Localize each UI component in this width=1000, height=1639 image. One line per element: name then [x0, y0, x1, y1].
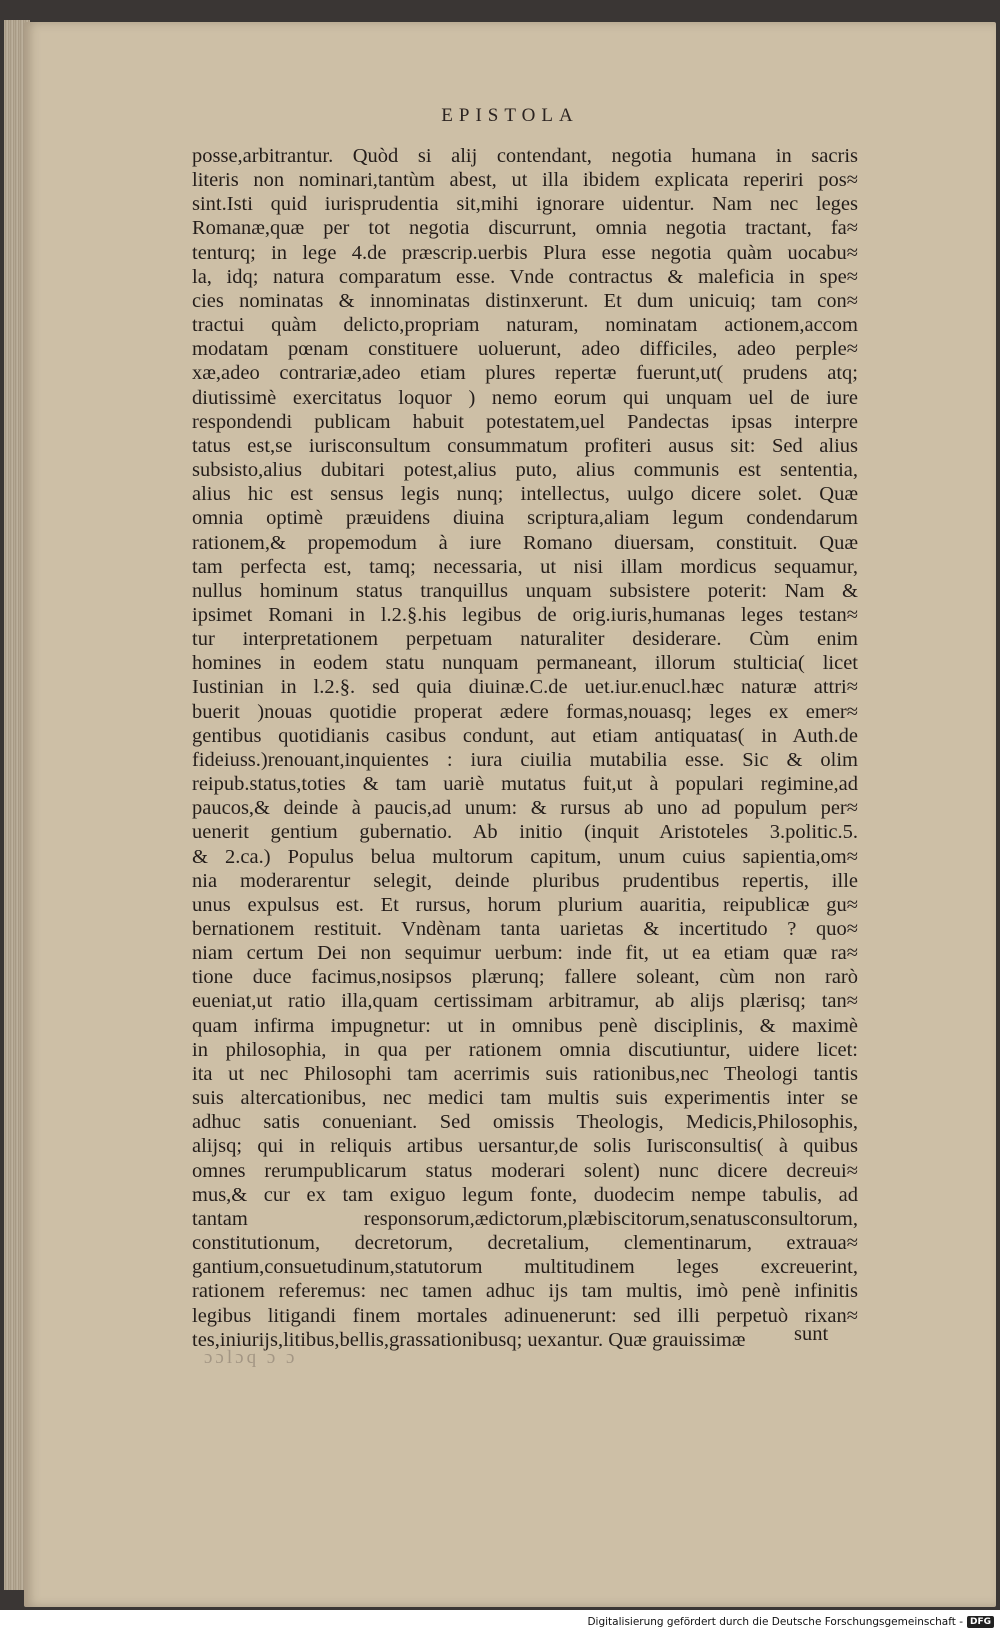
text-line: tam perfecta est, tamq; necessaria, ut nisi illam mordicus sequamur, — [192, 555, 858, 578]
text-line: omnes rerumpublicarum status moderari solent) nunc dicere decreui≈ — [192, 1159, 858, 1182]
dfg-logo: DFG — [967, 1616, 994, 1628]
text-line: xæ,adeo contrariæ,adeo etiam plures repertæ fuerunt,ut( prudens atq; — [192, 362, 858, 385]
text-line: niam certum Dei non sequimur uerbum: inde fit, ut ea etiam quæ ra≈ — [192, 942, 858, 965]
text-line: rationem referemus: nec tamen adhuc ijs tam multis, imò penè infinitis — [192, 1280, 858, 1303]
text-line: tes,iniurijs,litibus,bellis,grassationibusq; uexantur. Quæ grauissimæ — [192, 1328, 746, 1351]
running-head: EPISTOLA — [441, 105, 579, 126]
text-line: in philosophia, in qua per rationem omnia discutiuntur, uidere licet: — [192, 1038, 858, 1061]
text-line: tur interpretationem perpetuam naturaliter desiderare. Cùm enim — [192, 628, 858, 651]
bleed-through-text: ɔɔlɔq ɔ ɔ — [204, 1347, 298, 1368]
text-line: adhuc satis conueniant. Sed omissis Theologis, Medicis,Philosophis, — [192, 1111, 858, 1134]
text-line: posse,arbitrantur. Quòd si alij contendant, negotia humana in sacris — [192, 145, 858, 167]
body-text — [192, 144, 858, 1352]
text-line: tione duce facimus,nosipsos plærunq; fallere soleant, cùm non rarò — [192, 966, 858, 989]
text-line: omnia optimè præuidens diuina scriptura,aliam legum condendarum — [192, 507, 858, 530]
text-line: nia moderarentur selegit, deinde pluribus prudentibus repertis, ille — [192, 869, 858, 892]
text-line: bernationem restituit. Vndènam tanta uarietas & incertitudo ? quo≈ — [192, 918, 858, 940]
text-line: gantium,consuetudinum,statutorum multitudinem leges excreuerint, — [192, 1256, 858, 1279]
text-line: unus expulsus est. Et rursus, horum plurium auaritia, reipublicæ gu≈ — [192, 893, 858, 916]
text-line: subsisto,alius dubitari potest,alius puto, alius communis est sententia, — [192, 459, 858, 482]
catchword: sunt — [794, 1323, 829, 1345]
text-line: gentibus quotidianis casibus condunt, aut etiam antiquatas( in Auth.de — [192, 724, 858, 747]
text-line: eueniat,ut ratio illa,quam certissimam arbitramur, ab alijs plærisq; tan≈ — [192, 990, 858, 1013]
text-line: ipsimet Romani in l.2.§.his legibus de orig.iuris,humanas leges testan≈ — [192, 603, 858, 626]
text-line: constitutionum, decretorum, decretalium, clementinarum, extraua≈ — [192, 1232, 858, 1255]
text-line: reipub.status,toties & tam uariè mutatus fuit,ut à populari regimine,ad — [192, 773, 858, 796]
text-line: tenturq; in lege 4.de præscrip.uerbis Plura esse negotia quàm uocabu≈ — [192, 241, 858, 264]
text-line: modatam pœnam constituere uoluerunt, adeo difficiles, adeo perple≈ — [192, 338, 858, 361]
text-line: nullus hominum status tranquillus unquam subsistere poterit: Nam & — [192, 579, 858, 602]
text-line: tatus est,se iurisconsultum consummatum profiteri ausus sit: Sed alius — [192, 434, 858, 457]
text-line: sint.Isti quid iurisprudentia sit,mihi ignorare uidentur. Nam nec leges — [192, 193, 858, 216]
text-line: buerit )nouas quotidie properat ædere formas,nouasq; leges ex emer≈ — [192, 700, 858, 723]
text-line: la, idq; natura comparatum esse. Vnde contractus & maleficia in spe≈ — [192, 265, 858, 288]
text-line: ita ut nec Philosophi tam acerrimis suis rationibus,nec Theologi tantis — [192, 1062, 858, 1085]
text-line: rationem,& propemodum à iure Romano diuersam, constituit. Quæ — [192, 531, 858, 554]
text-line: tractui quàm delicto,propriam naturam, nominatam actionem,accom — [192, 314, 858, 337]
text-line: legibus litigandi finem mortales adinuenerunt: sed illi perpetuò rixan≈ — [192, 1304, 858, 1327]
text-line: alijsq; qui in reliquis artibus uersantur,de solis Iurisconsultis( à quibus — [192, 1135, 858, 1158]
text-line: diutissimè exercitatus loquor ) nemo eorum qui unquam uel de iure — [192, 386, 858, 409]
text-line: & 2.ca.) Populus belua multorum capitum, unum cuius sapientia,om≈ — [192, 845, 858, 868]
text-line: literis non nominari,tantùm abest, ut illa ibidem explicata reperiri pos≈ — [192, 169, 858, 192]
footer-credit: Digitalisierung gefördert durch die Deutsche Forschungsgemeinschaft - — [587, 1616, 963, 1628]
text-line: Romanæ,quæ per tot negotia discurrunt, omnia negotia tractant, fa≈ — [192, 217, 858, 240]
text-line: homines in eodem statu nunquam permaneant, illorum stulticia( licet — [192, 652, 858, 675]
text-line: cies nominatas & innominatas distinxerunt. Et dum unicuiq; tam con≈ — [192, 289, 858, 312]
text-line: fideiuss.)renouant,inquientes : iura ciuilia mutabilia esse. Sic & olim — [192, 748, 858, 771]
text-line: respondendi publicam habuit potestatem,uel Pandectas ipsas interpre — [192, 410, 858, 433]
text-line: suis altercationibus, nec medici tam multis suis experimentis inter se — [192, 1087, 858, 1110]
text-line: uenerit gentium gubernatio. Ab initio (inquit Aristoteles 3.politic.5. — [192, 821, 858, 844]
footer — [587, 1616, 994, 1628]
text-line: quam infirma impugnetur: ut in omnibus penè disciplinis, & maximè — [192, 1014, 858, 1037]
book-page — [24, 22, 996, 1607]
text-line: mus,& cur ex tam exiguo legum fonte, duodecim nempe tabulis, ad — [192, 1183, 858, 1206]
text-line: tantam responsorum,ædictorum,plæbiscitorum,senatusconsultorum, — [192, 1207, 858, 1230]
text-line: Iustinian in l.2.§. sed quia diuinæ.C.de uet.iur.enucl.hæc naturæ attri≈ — [192, 676, 858, 699]
text-line: paucos,& deinde à paucis,ad unum: & rursus ab uno ad populum per≈ — [192, 797, 858, 820]
text-line: alius hic est sensus legis nunq; intellectus, uulgo dicere solet. Quæ — [192, 483, 858, 506]
